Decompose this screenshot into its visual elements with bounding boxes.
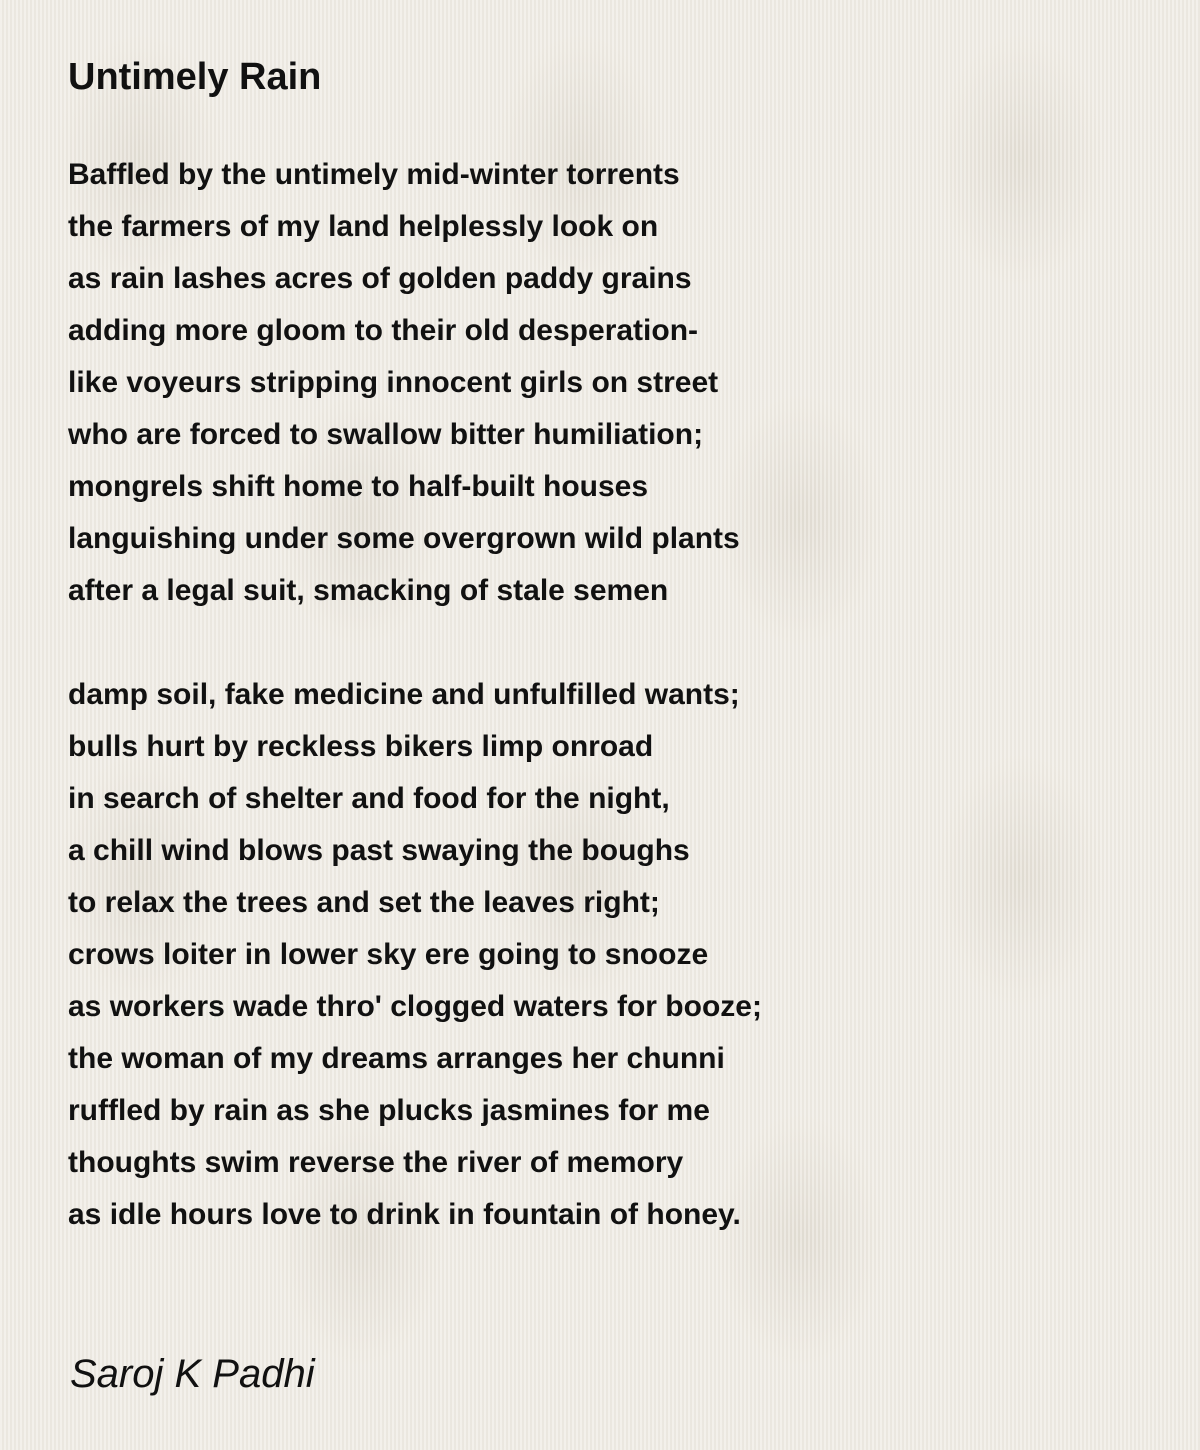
poem-line: mongrels shift home to half-built houses xyxy=(68,470,649,503)
poem-line: after a legal suit, smacking of stale semen xyxy=(68,574,669,607)
poem-line: damp soil, fake medicine and unfulfilled wants; xyxy=(68,678,740,711)
poem-line: as workers wade thro' clogged waters for booze; xyxy=(68,990,762,1023)
poem-line: as idle hours love to drink in fountain of honey. xyxy=(68,1198,741,1231)
poem-line: who are forced to swallow bitter humiliation; xyxy=(68,418,704,451)
poem-line: adding more gloom to their old desperation- xyxy=(68,314,699,347)
poem-line: the woman of my dreams arranges her chunni xyxy=(68,1042,725,1075)
poem-author: Saroj K Padhi xyxy=(70,1352,315,1396)
stanza-1 xyxy=(68,149,740,617)
poem-line: in search of shelter and food for the night, xyxy=(68,782,670,815)
poem-line: ruffled by rain as she plucks jasmines for me xyxy=(68,1094,710,1127)
poem-line: languishing under some overgrown wild plants xyxy=(68,522,740,555)
poem-line: like voyeurs stripping innocent girls on street xyxy=(68,366,719,399)
poem-line: a chill wind blows past swaying the boughs xyxy=(68,834,690,867)
poem-line: to relax the trees and set the leaves right; xyxy=(68,886,660,919)
poem-line: Baffled by the untimely mid-winter torrents xyxy=(68,158,680,191)
poem-line: crows loiter in lower sky ere going to snooze xyxy=(68,938,709,971)
stanza-2 xyxy=(68,669,762,1241)
poem-line: bulls hurt by reckless bikers limp onroad xyxy=(68,730,654,763)
poem-line: as rain lashes acres of golden paddy grains xyxy=(68,262,692,295)
poem-title: Untimely Rain xyxy=(68,56,322,98)
poem-line: thoughts swim reverse the river of memory xyxy=(68,1146,684,1179)
poem-line: the farmers of my land helplessly look on xyxy=(68,210,659,243)
